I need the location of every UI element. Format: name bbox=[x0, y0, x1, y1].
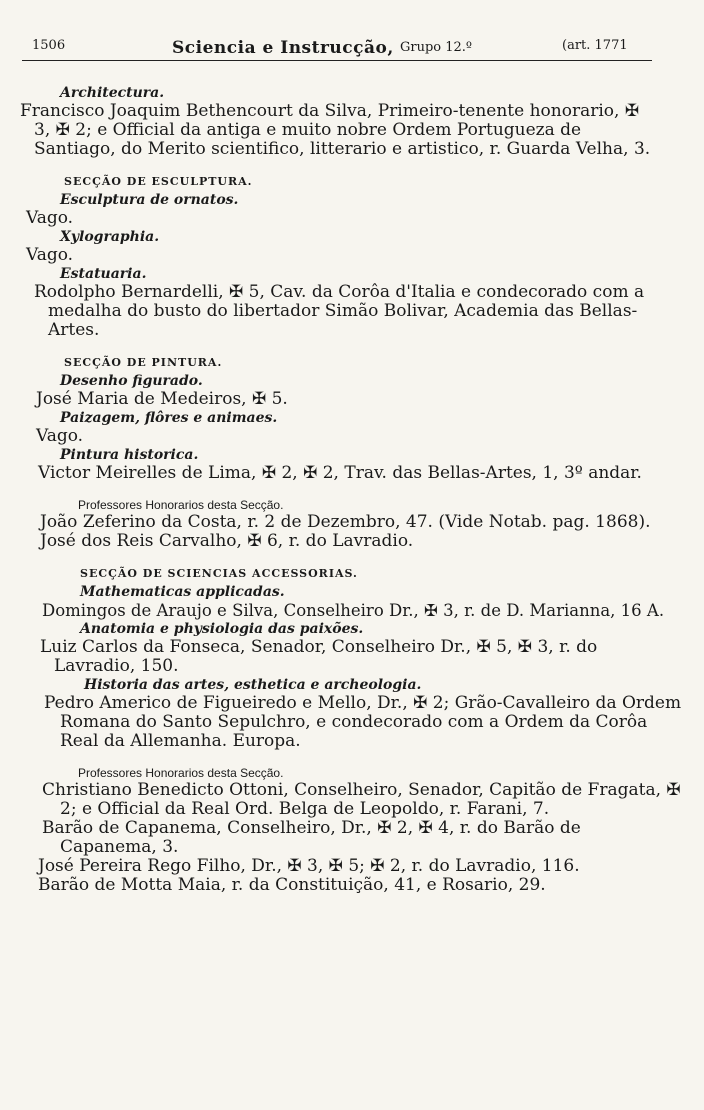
running-title: Sciencia e Instrucção, bbox=[172, 38, 394, 58]
entry-historia-artes: Pedro Americo de Figueiredo e Mello, Dr., ✠ 2; Grão-Cavalleiro da Ordem Romana do Santo Sepulchro, e condecorado com a Ordem da Corôa Real da Allemanha. Europa. bbox=[44, 693, 682, 751]
subheading-esculptura-ornatos: Esculptura de ornatos. bbox=[60, 192, 239, 208]
entry-mathematicas: Domingos de Araujo e Silva, Conselheiro Dr., ✠ 3, r. de D. Marianna, 16 A. bbox=[42, 601, 665, 620]
entry-architectura: Francisco Joaquim Bethencourt da Silva, Primeiro-tenente honorario, ✠ 3, ✠ 2; e Official da antiga e muito nobre Ordem Portugueza de Santiago, do Merito scientifico, litterario e artistico, r. Guarda Velha, 3. bbox=[20, 101, 651, 159]
subheading-estatuaria: Estatuaria. bbox=[60, 266, 147, 282]
subheading-paizagem: Paizagem, flôres e animaes. bbox=[60, 410, 278, 426]
subheading-xylographia: Xylographia. bbox=[60, 229, 160, 245]
professor-accessorias-4: Barão de Motta Maia, r. da Constituição, 41, e Rosario, 29. bbox=[38, 875, 546, 895]
entry-paizagem: Vago. bbox=[36, 426, 84, 446]
subheading-architectura: Architectura. bbox=[60, 85, 165, 101]
section-esculptura: SECÇÃO DE ESCULPTURA. bbox=[64, 175, 253, 188]
subheading-desenho: Desenho figurado. bbox=[60, 373, 203, 389]
professor-accessorias-1: Christiano Benedicto Ottoni, Conselheiro, Senador, Capitão de Fragata, ✠ 2; e Official da Real Ord. Belga de Leopoldo, r. Farani, 7. bbox=[42, 780, 681, 819]
entry-esculptura-ornatos: Vago. bbox=[26, 208, 74, 228]
section-pintura: SECÇÃO DE PINTURA. bbox=[64, 356, 223, 369]
page-header bbox=[22, 38, 652, 61]
entry-anatomia: Luiz Carlos da Fonseca, Senador, Conselheiro Dr., ✠ 5, ✠ 3, r. do Lavradio, 150. bbox=[40, 637, 598, 676]
entry-xylographia: Vago. bbox=[26, 245, 74, 265]
page-number: 1506 bbox=[32, 38, 66, 53]
entry-desenho: José Maria de Medeiros, ✠ 5. bbox=[36, 389, 288, 409]
professor-accessorias-2: Barão de Capanema, Conselheiro, Dr., ✠ 2, ✠ 4, r. do Barão de Capanema, 3. bbox=[42, 818, 581, 857]
professores-heading-pintura: Professores Honorarios desta Secção. bbox=[78, 498, 284, 512]
professor-accessorias-3: José Pereira Rego Filho, Dr., ✠ 3, ✠ 5; ✠ 2, r. do Lavradio, 116. bbox=[38, 856, 580, 876]
entry-pintura-historica: Victor Meirelles de Lima, ✠ 2, ✠ 2, Trav. das Bellas-Artes, 1, 3º andar. bbox=[38, 463, 642, 483]
subheading-mathematicas: Mathematicas applicadas. bbox=[80, 584, 285, 600]
professores-heading-accessorias: Professores Honorarios desta Secção. bbox=[78, 766, 284, 780]
professor-pintura-1: João Zeferino da Costa, r. 2 de Dezembro, 47. (Vide Notab. pag. 1868). bbox=[40, 512, 651, 532]
article-label: (art. 1771 bbox=[562, 38, 628, 53]
subheading-anatomia: Anatomia e physiologia das paixões. bbox=[80, 621, 364, 637]
subheading-pintura-historica: Pintura historica. bbox=[60, 447, 199, 463]
section-accessorias: SECÇÃO DE SCIENCIAS ACCESSORIAS. bbox=[80, 567, 358, 580]
professor-pintura-2: José dos Reis Carvalho, ✠ 6, r. do Lavradio. bbox=[40, 531, 414, 551]
entry-estatuaria: Rodolpho Bernardelli, ✠ 5, Cav. da Corôa d'Italia e condecorado com a medalha do busto do libertador Simão Bolivar, Academia das Bellas-Artes. bbox=[34, 282, 645, 340]
page-body bbox=[0, 84, 704, 895]
group-label: Grupo 12.º bbox=[400, 40, 473, 55]
subheading-historia-artes: Historia das artes, esthetica e archeologia. bbox=[84, 677, 422, 693]
